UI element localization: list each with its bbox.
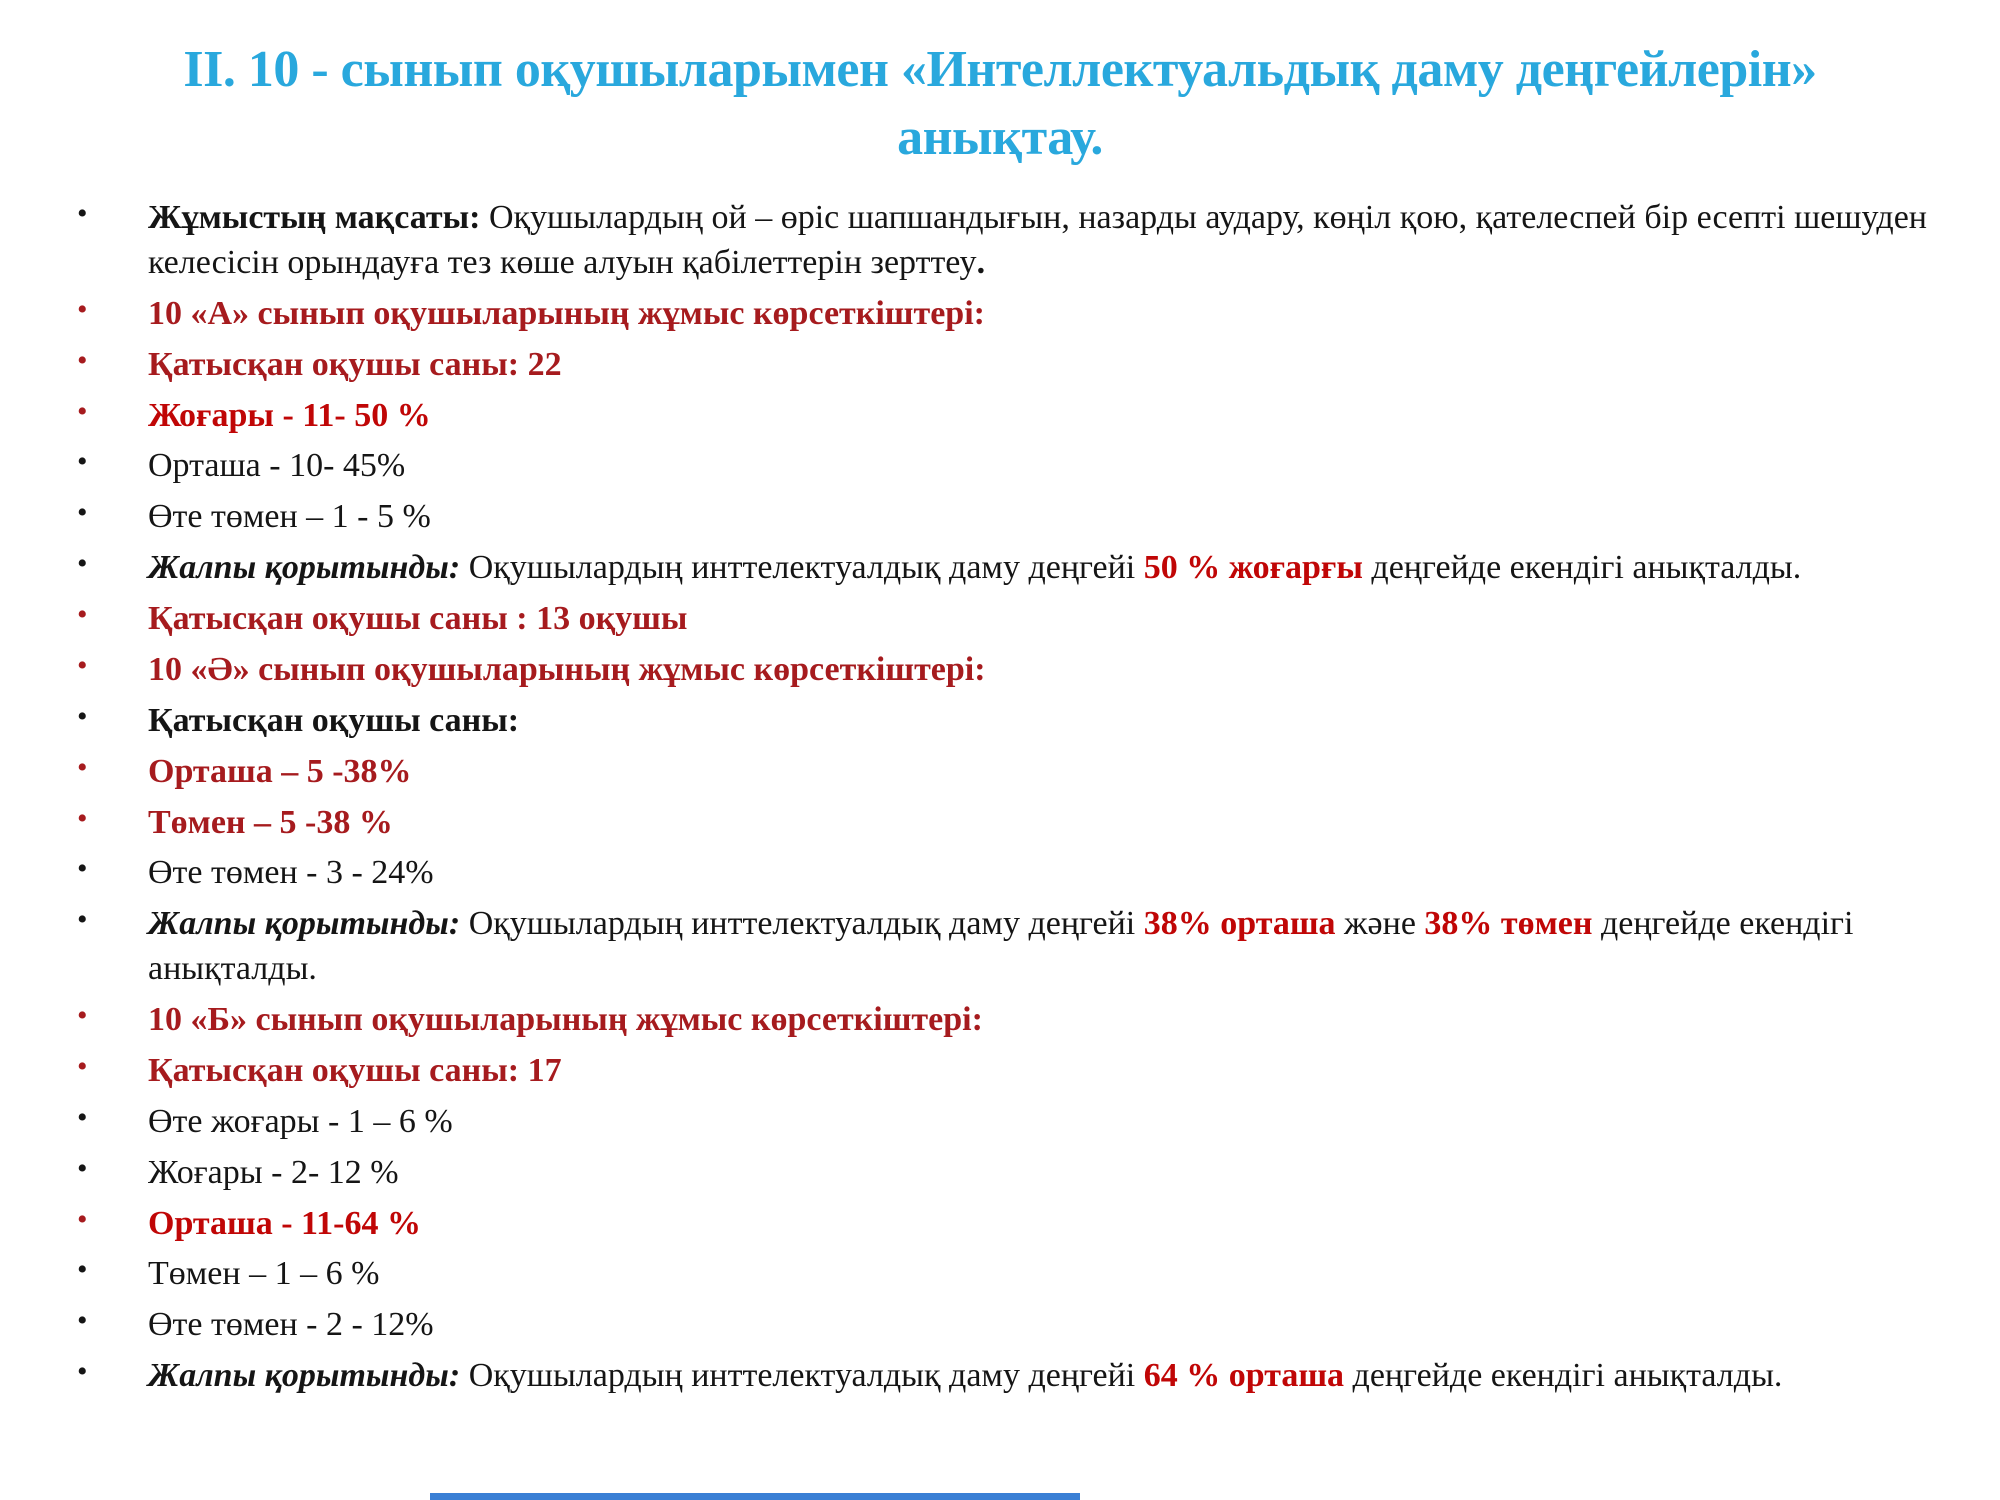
list-item-text: 38% төмен bbox=[1424, 905, 1593, 943]
list-item-text: Өте төмен - 2 - 12% bbox=[148, 1306, 434, 1344]
list-item bbox=[75, 1151, 1945, 1196]
page-title-line2: анықтау. bbox=[897, 108, 1103, 166]
list-item-text: 10 «Ә» сынып оқушыларының жұмыс көрсеткіштері: bbox=[148, 650, 986, 688]
list-item bbox=[75, 444, 1945, 489]
list-item-text: Оқушылардың инттелектуалдық даму деңгейі bbox=[468, 549, 1144, 587]
list-item-text: Қатысқан оқушы саны: bbox=[148, 701, 520, 739]
list-item-text: деңгейде екендігі анықталды. bbox=[1362, 549, 1802, 587]
list-item bbox=[75, 495, 1945, 540]
bottom-accent-bar bbox=[430, 1493, 1080, 1500]
list-item bbox=[75, 699, 1945, 744]
list-item bbox=[75, 801, 1945, 846]
list-item bbox=[75, 1303, 1945, 1348]
list-item-text: 38% bbox=[1143, 905, 1212, 943]
list-item bbox=[75, 1049, 1945, 1094]
page-title-line1: ІІ. 10 - сынып оқушыларымен «Интеллектуальдық даму деңгейлерін» bbox=[183, 41, 1817, 98]
list-item-text: Орташа - 10- 45% bbox=[148, 447, 406, 485]
list-item-text: Орташа - 11-64 % bbox=[148, 1204, 421, 1242]
list-item-text: Төмен – 5 -38 % bbox=[148, 803, 393, 841]
list-item-text: Өте жоғары - 1 – 6 % bbox=[148, 1102, 453, 1140]
list-item bbox=[75, 1202, 1945, 1247]
list-item bbox=[75, 546, 1945, 591]
list-item-text bbox=[1212, 905, 1221, 942]
list-item bbox=[75, 998, 1945, 1043]
list-item-text: деңгейде екендігі анықталды. bbox=[1344, 1357, 1783, 1395]
list-item bbox=[75, 902, 1945, 992]
list-item-text: орташа bbox=[1220, 905, 1336, 943]
list-item-text: Жалпы қорытынды: bbox=[148, 905, 469, 943]
list-item-text: . bbox=[976, 243, 986, 281]
list-item-text: Төмен – 1 – 6 % bbox=[148, 1255, 380, 1293]
list-item-text: Жалпы қорытынды: bbox=[148, 549, 469, 587]
list-item bbox=[75, 1354, 1945, 1399]
list-item-text: 64 % орташа bbox=[1143, 1357, 1345, 1395]
list-item bbox=[75, 394, 1945, 439]
list-item bbox=[75, 597, 1945, 642]
list-item bbox=[75, 851, 1945, 896]
list-item-text: 50 % жоғарғы bbox=[1143, 549, 1363, 587]
list-item-text: және bbox=[1335, 905, 1425, 943]
list-item bbox=[75, 343, 1945, 388]
page-title bbox=[90, 36, 1910, 171]
list-item-text: Орташа – 5 -38% bbox=[148, 752, 412, 790]
list-item-text: Жалпы қорытынды: bbox=[148, 1357, 469, 1395]
list-item bbox=[75, 648, 1945, 693]
list-item bbox=[75, 196, 1945, 286]
list-item-text: Өте төмен - 3 - 24% bbox=[148, 854, 434, 892]
list-item bbox=[75, 292, 1945, 337]
list-item-text: Жұмыстың мақсаты: bbox=[148, 199, 489, 236]
list-item bbox=[75, 1100, 1945, 1145]
list-item-text: Жоғары - 2- 12 % bbox=[148, 1153, 399, 1191]
list-item-text: Қатысқан оқушы саны: 22 bbox=[148, 345, 562, 383]
list-item-text: Жоғары - 11- 50 % bbox=[148, 396, 431, 434]
list-item-text: Оқушылардың ой – өріс шапшандығын, назарды аудару, көңіл қою, қателеспей бір есепті шешуден келесісін орындауға тез көше алуын қабілеттерін зерттеу bbox=[148, 199, 1927, 281]
list-item-text: Оқушылардың инттелектуалдық даму деңгейі bbox=[468, 1357, 1144, 1395]
list-item-text: Қатысқан оқушы саны: 17 bbox=[148, 1051, 562, 1089]
list-item bbox=[75, 750, 1945, 795]
list-item-text: Қатысқан оқушы саны : 13 оқушы bbox=[148, 600, 688, 637]
list-item-text: Өте төмен – 1 - 5 % bbox=[148, 498, 431, 536]
list-item-text: деңгейде екендігі анықталды. bbox=[148, 905, 1854, 988]
list-item-text: 10 «А» сынып оқушыларының жұмыс көрсеткіштері: bbox=[148, 294, 985, 332]
list-item bbox=[75, 1252, 1945, 1297]
list-item-text: 10 «Б» сынып оқушыларының жұмыс көрсеткіштері: bbox=[148, 1001, 983, 1038]
list-item-text: Оқушылардың инттелектуалдық даму деңгейі bbox=[468, 905, 1144, 943]
bullet-list bbox=[75, 196, 1945, 1405]
